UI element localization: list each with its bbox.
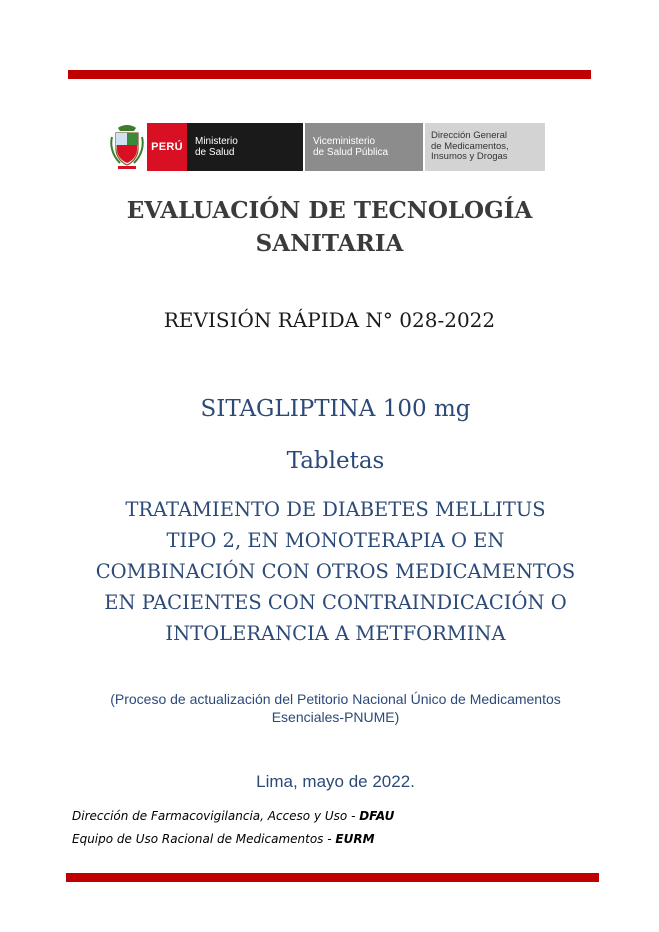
document-title: EVALUACIÓN DE TECNOLOGÍA SANITARIA xyxy=(126,197,533,257)
pharmaceutical-form: Tabletas xyxy=(286,448,385,474)
process-note: (Proceso de actualización del Petitorio Nacional Único de Medicamentos Esenciales-PNUME) xyxy=(110,691,561,725)
revision-number: REVISIÓN RÁPIDA N° 028-2022 xyxy=(163,308,496,332)
peru-label: PERÚ xyxy=(147,123,187,171)
place-date: Lima, mayo de 2022. xyxy=(256,772,415,791)
unit-dfau-code: DFAU xyxy=(359,809,395,823)
minsa-header-logo xyxy=(110,123,545,171)
viceministerio-label: Viceministerio de Salud Pública xyxy=(305,123,425,171)
ministerio-label: Ministerio de Salud xyxy=(187,123,305,171)
drug-name: SITAGLIPTINA 100 mg xyxy=(200,396,471,422)
unit-dfau-name: Dirección de Farmacovigilancia, Acceso y Uso - xyxy=(72,809,360,823)
bottom-red-bar xyxy=(66,873,599,882)
unit-dfau xyxy=(72,809,394,823)
direccion-general-label: Dirección General de Medicamentos, Insumos y Drogas xyxy=(425,123,545,171)
coat-of-arms-icon xyxy=(110,123,144,171)
unit-eurm-code: EURM xyxy=(335,832,375,846)
unit-eurm-name: Equipo de Uso Racional de Medicamentos - xyxy=(72,832,336,846)
top-red-bar xyxy=(68,70,591,79)
unit-eurm xyxy=(72,832,375,846)
indication-text: TRATAMIENTO DE DIABETES MELLITUS TIPO 2, EN MONOTERAPIA O EN COMBINACIÓN CON OTROS MEDICAMENTOS EN PACIENTES CON CONTRAINDICACIÓN O INTOLERANCIA A METFORMINA xyxy=(95,498,576,645)
